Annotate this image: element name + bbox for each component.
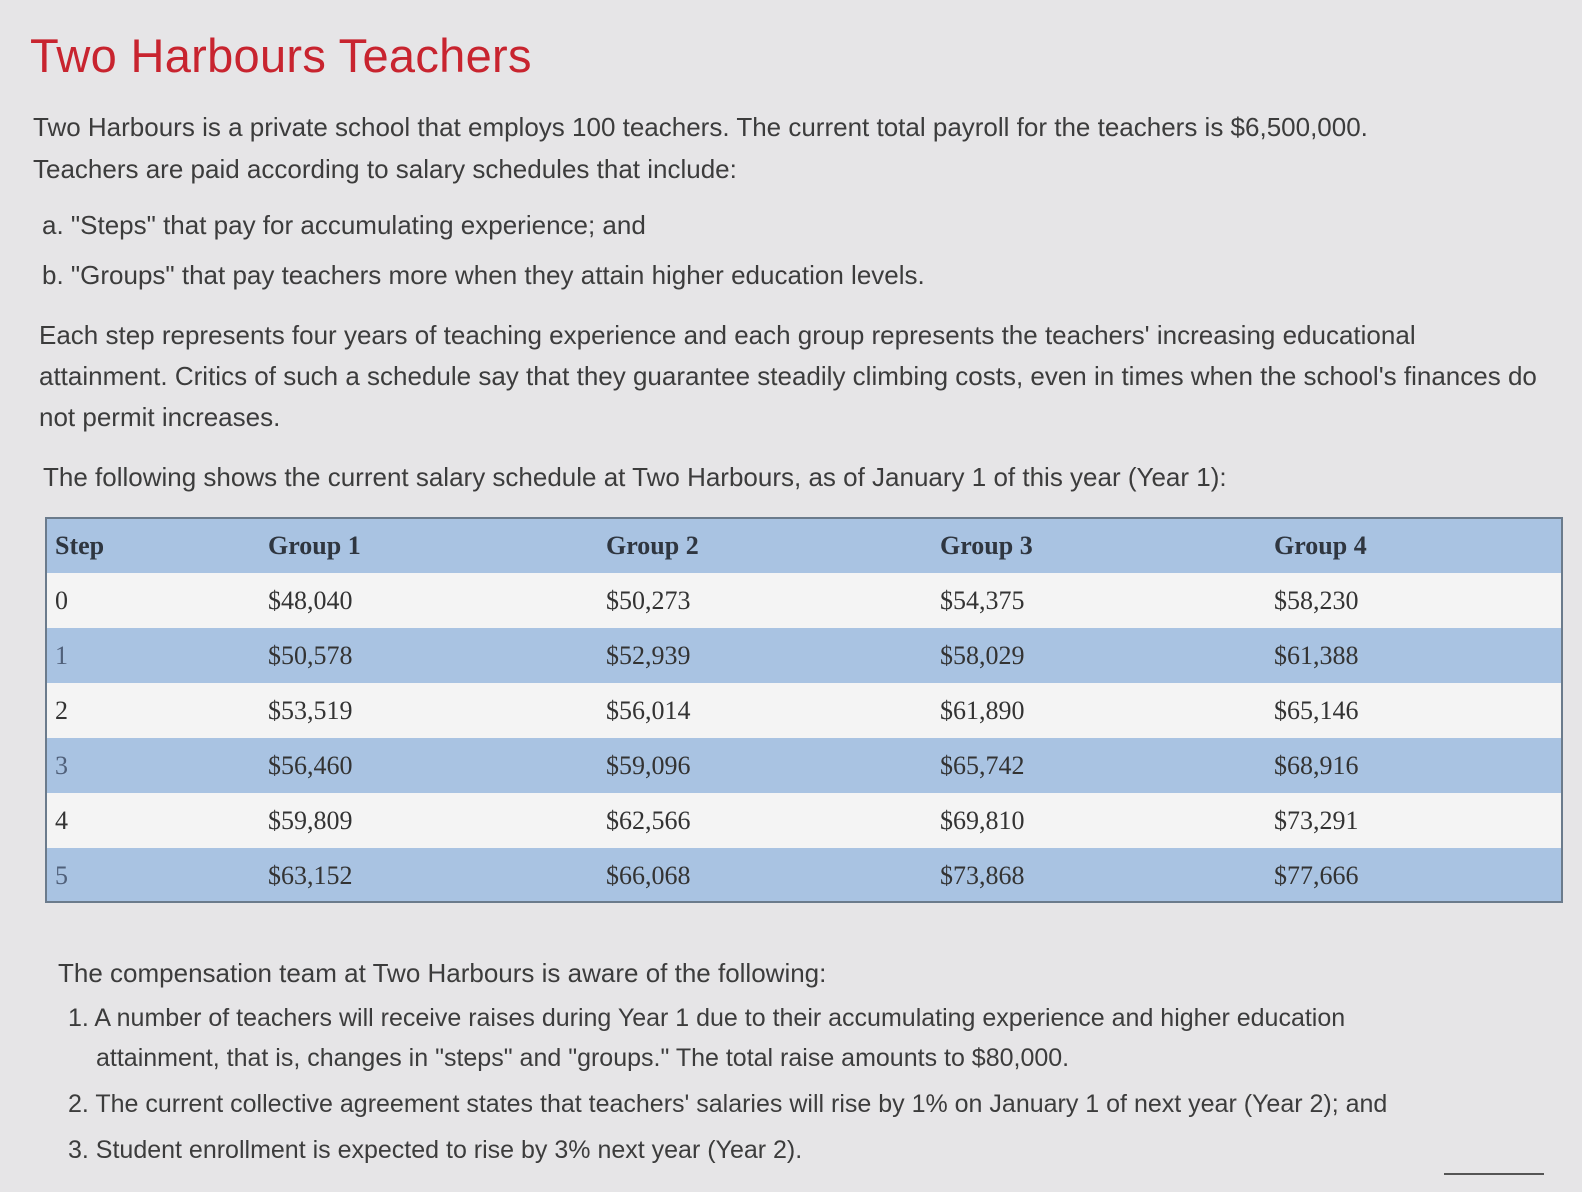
table-header-row bbox=[47, 519, 1561, 573]
list-item bbox=[68, 998, 1528, 1078]
salary-table-container bbox=[45, 517, 1563, 903]
table-cell: 5 bbox=[47, 848, 260, 903]
table-cell: 1 bbox=[47, 628, 260, 683]
awareness-intro: The compensation team at Two Harbours is aware of the following: bbox=[58, 958, 827, 988]
header-group-2: Group 2 bbox=[598, 519, 932, 573]
table-cell: $73,291 bbox=[1266, 793, 1561, 848]
list-item-continuation: attainment, that is, changes in "steps" and "groups." The total raise amounts to $80,000. bbox=[96, 1044, 1070, 1072]
table-cell: 2 bbox=[47, 683, 260, 738]
table-cell: $77,666 bbox=[1266, 848, 1561, 903]
table-cell: $58,029 bbox=[932, 628, 1266, 683]
header-step: Step bbox=[47, 519, 260, 573]
intro-line-1: Two Harbours is a private school that employs 100 teachers. The current total payroll for the teachers is $6,500,000. bbox=[33, 112, 1368, 142]
list-item bbox=[68, 1084, 1528, 1124]
table-cell: $68,916 bbox=[1266, 738, 1561, 793]
table-cell: $56,460 bbox=[260, 738, 598, 793]
table-row bbox=[47, 738, 1561, 793]
salary-table bbox=[47, 519, 1561, 903]
table-row bbox=[47, 848, 1561, 903]
table-cell: 4 bbox=[47, 793, 260, 848]
table-intro: The following shows the current salary schedule at Two Harbours, as of January 1 of this year (Year 1): bbox=[43, 462, 1227, 492]
list-item: a. "Steps" that pay for accumulating experience; and bbox=[42, 210, 646, 240]
table-cell: $65,742 bbox=[932, 738, 1266, 793]
awareness-list bbox=[68, 998, 1528, 1170]
table-cell: $65,146 bbox=[1266, 683, 1561, 738]
table-cell: $61,890 bbox=[932, 683, 1266, 738]
table-cell: $63,152 bbox=[260, 848, 598, 903]
table-cell: $52,939 bbox=[598, 628, 932, 683]
list-item bbox=[68, 1130, 1528, 1170]
intro-line-2: Teachers are paid according to salary schedules that include: bbox=[33, 154, 737, 184]
table-cell: $56,014 bbox=[598, 683, 932, 738]
list-item-text: 3. Student enrollment is expected to rise by 3% next year (Year 2). bbox=[68, 1136, 803, 1164]
table-cell: $61,388 bbox=[1266, 628, 1561, 683]
explanation-paragraph: Each step represents four years of teaching experience and each group represents the teachers' increasing educational attainment. Critics of such a schedule say that they guarantee steadily climbing costs, even in times when the school's finances do not permit increases. bbox=[39, 320, 1537, 432]
list-item-text: 1. A number of teachers will receive raises during Year 1 due to their accumulating experience and higher education bbox=[68, 1004, 1346, 1032]
list-item-text: 2. The current collective agreement states that teachers' salaries will rise by 1% on January 1 of next year (Year 2); and bbox=[68, 1090, 1388, 1118]
table-row bbox=[47, 793, 1561, 848]
header-group-4: Group 4 bbox=[1266, 519, 1561, 573]
intro-paragraph bbox=[33, 106, 1533, 190]
header-group-3: Group 3 bbox=[932, 519, 1266, 573]
table-cell: $62,566 bbox=[598, 793, 932, 848]
divider bbox=[1444, 1173, 1544, 1175]
table-cell: $73,868 bbox=[932, 848, 1266, 903]
table-row bbox=[47, 628, 1561, 683]
table-cell: 3 bbox=[47, 738, 260, 793]
table-cell: $48,040 bbox=[260, 573, 598, 628]
schedule-items-list bbox=[42, 200, 925, 300]
header-group-1: Group 1 bbox=[260, 519, 598, 573]
table-cell: $50,273 bbox=[598, 573, 932, 628]
table-cell: 0 bbox=[47, 573, 260, 628]
table-cell: $58,230 bbox=[1266, 573, 1561, 628]
table-cell: $59,809 bbox=[260, 793, 598, 848]
page-title: Two Harbours Teachers bbox=[30, 29, 532, 82]
table-cell: $69,810 bbox=[932, 793, 1266, 848]
table-cell: $59,096 bbox=[598, 738, 932, 793]
table-cell: $50,578 bbox=[260, 628, 598, 683]
table-cell: $54,375 bbox=[932, 573, 1266, 628]
table-row bbox=[47, 573, 1561, 628]
table-row bbox=[47, 683, 1561, 738]
table-cell: $53,519 bbox=[260, 683, 598, 738]
table-cell: $66,068 bbox=[598, 848, 932, 903]
list-item: b. "Groups" that pay teachers more when they attain higher education levels. bbox=[42, 260, 925, 290]
